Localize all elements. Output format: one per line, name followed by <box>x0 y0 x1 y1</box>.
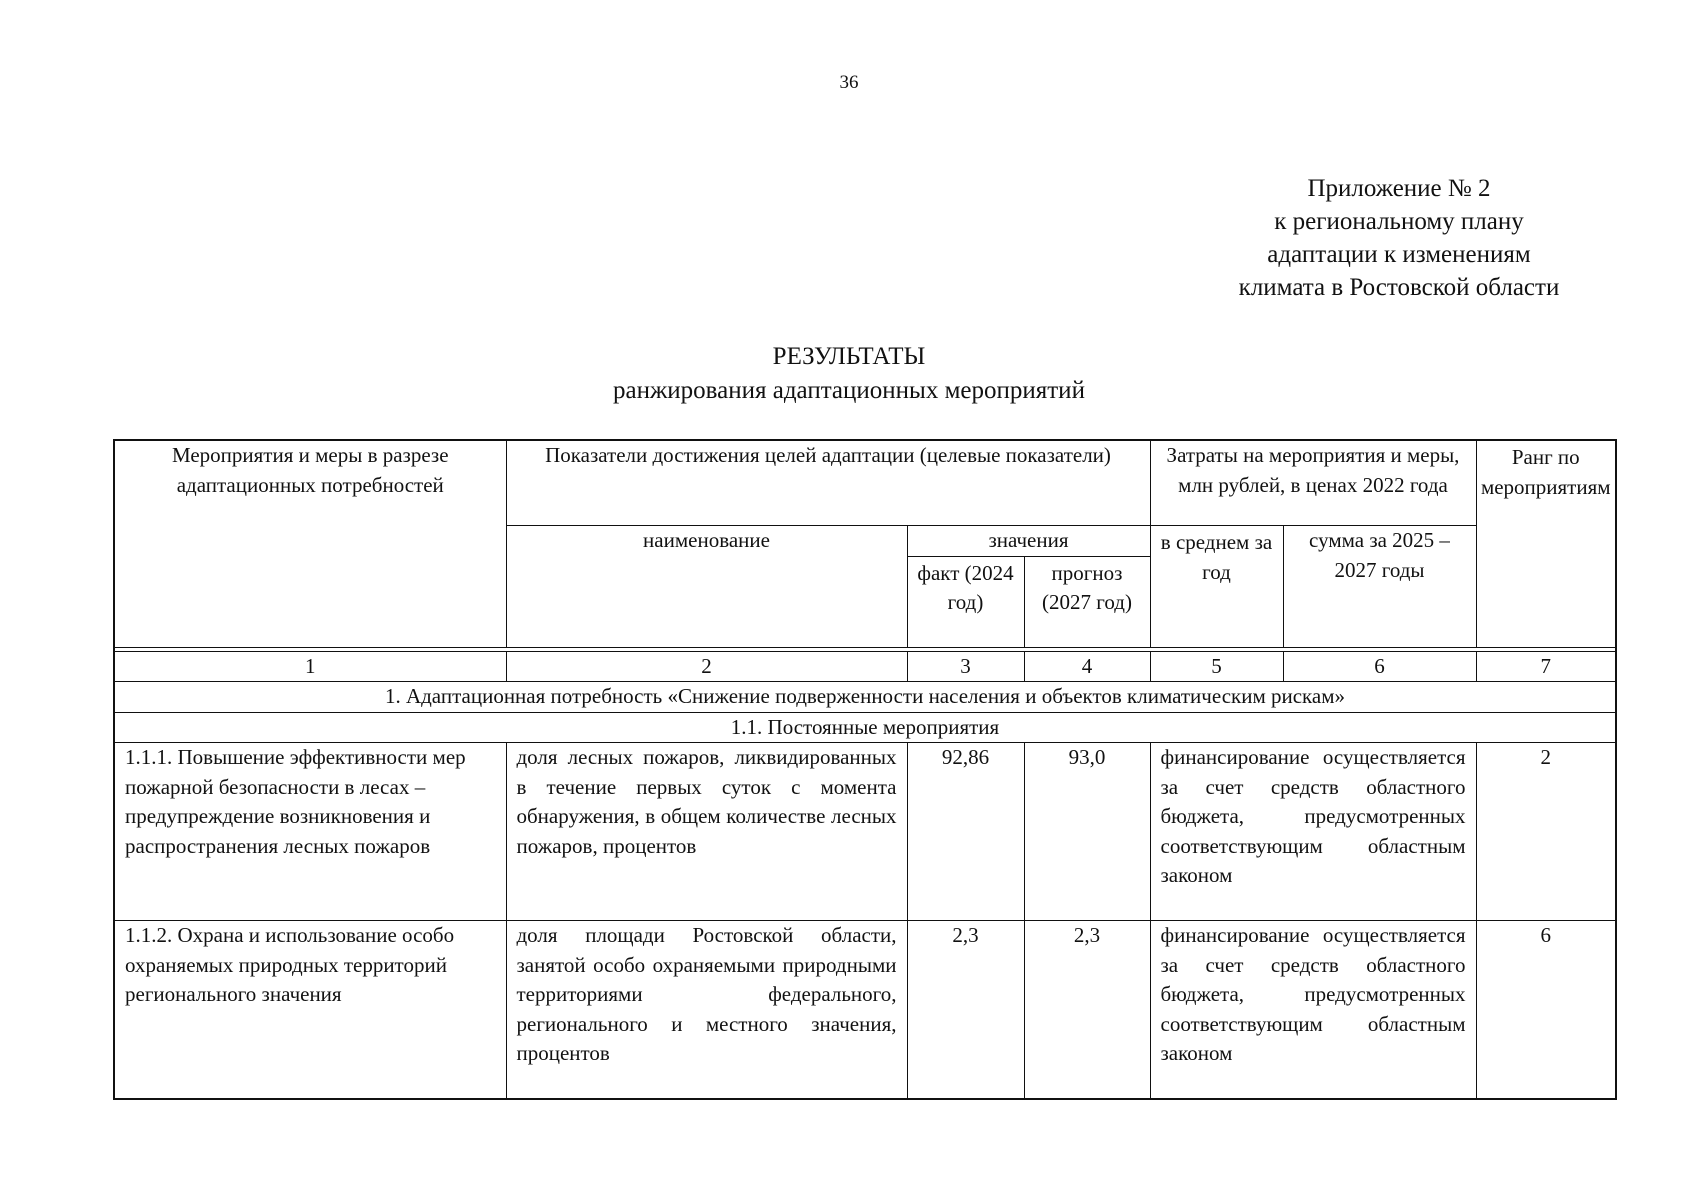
column-numbers-row <box>114 651 1616 682</box>
appendix-line: адаптации к изменениям <box>1267 241 1531 268</box>
header-costs: Затраты на мероприятия и меры, млн рублей, в ценах 2022 года <box>1150 440 1476 526</box>
rank-cell: 2 <box>1476 743 1616 921</box>
costs-cell: финансирование осуществляется за счет средств областного бюджета, предусмотренных соответствующим областным законом <box>1150 743 1476 921</box>
subsection-heading-row <box>114 712 1616 743</box>
header-values: значения <box>907 526 1150 557</box>
header-row-1 <box>114 440 1616 526</box>
appendix-line: климата в Ростовской области <box>1238 274 1560 301</box>
table-row <box>114 743 1616 921</box>
indicator-cell: доля лесных пожаров, ликвидированных в течение первых суток с момента обнаружения, в общем количестве лесных пожаров, процентов <box>506 743 907 921</box>
appendix-caption <box>1200 172 1598 304</box>
header-forecast-2027: прогноз (2027 год) <box>1024 556 1150 647</box>
document-title <box>0 340 1698 408</box>
header-rank: Ранг по мероприятиям <box>1476 440 1616 647</box>
measure-cell: 1.1.2. Охрана и использование особо охраняемых природных территорий регионального значения <box>114 921 506 1100</box>
header-sum-2025-2027: сумма за 2025 – 2027 годы <box>1283 526 1476 648</box>
header-indicator-name: наименование <box>506 526 907 648</box>
forecast-value-cell: 93,0 <box>1024 743 1150 921</box>
measure-cell: 1.1.1. Повышение эффективности мер пожарной безопасности в лесах – предупреждение возникновения и распространения лесных пожаров <box>114 743 506 921</box>
column-number: 7 <box>1476 651 1616 682</box>
column-number: 3 <box>907 651 1024 682</box>
section-heading: 1. Адаптационная потребность «Снижение подверженности населения и объектов климатическим рискам» <box>114 682 1616 713</box>
rank-cell: 6 <box>1476 921 1616 1100</box>
appendix-line: к региональному плану <box>1274 208 1524 235</box>
forecast-value-cell: 2,3 <box>1024 921 1150 1100</box>
column-number: 5 <box>1150 651 1283 682</box>
costs-cell: финансирование осуществляется за счет средств областного бюджета, предусмотренных соответствующим областным законом <box>1150 921 1476 1100</box>
column-number: 4 <box>1024 651 1150 682</box>
fact-value-cell: 92,86 <box>907 743 1024 921</box>
title-main: РЕЗУЛЬТАТЫ <box>772 343 926 370</box>
header-fact-2024: факт (2024 год) <box>907 556 1024 647</box>
title-subtitle: ранжирования адаптационных мероприятий <box>613 377 1085 404</box>
column-number: 2 <box>506 651 907 682</box>
indicator-cell: доля площади Ростовской области, занятой особо охраняемыми природными территориями федерального, регионального и местного значения, процентов <box>506 921 907 1100</box>
column-number: 1 <box>114 651 506 682</box>
column-number: 6 <box>1283 651 1476 682</box>
page-number: 36 <box>839 72 859 93</box>
subsection-heading: 1.1. Постоянные мероприятия <box>114 712 1616 743</box>
header-measures: Мероприятия и меры в разрезе адаптационных потребностей <box>114 440 506 647</box>
fact-value-cell: 2,3 <box>907 921 1024 1100</box>
table-row <box>114 921 1616 1100</box>
appendix-line: Приложение № 2 <box>1307 175 1491 202</box>
results-table <box>113 439 1617 1100</box>
header-indicators: Показатели достижения целей адаптации (целевые показатели) <box>506 440 1150 526</box>
section-heading-row <box>114 682 1616 713</box>
header-avg-per-year: в среднем за год <box>1150 526 1283 648</box>
